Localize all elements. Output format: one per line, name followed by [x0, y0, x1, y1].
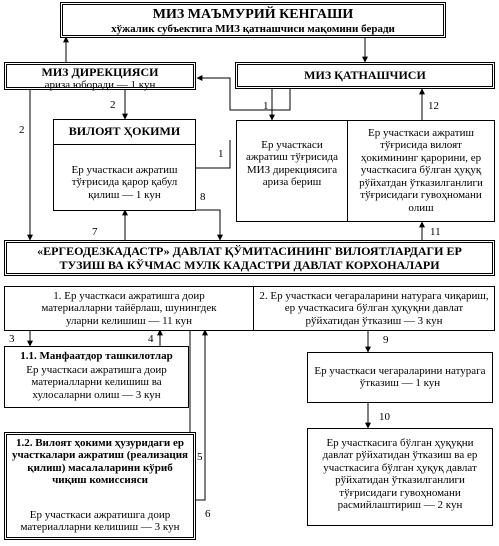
- directorate-title: МИЗ ДИРЕКЦИЯСИ: [41, 65, 159, 79]
- step1-box: [4, 286, 254, 331]
- governor-title: ВИЛОЯТ ҲОКИМИ: [68, 124, 181, 138]
- participant-application-box: [236, 120, 348, 222]
- cadastre-text: «ЕРГЕОДЕЗКАДАСТР» ДАВЛАТ ҚЎМИТАСИНИНГ ВИЛОЯТЛАРДАГИ ЕР ТУЗИШ ВА КЎЧМАС МУЛК КАДАСТРИ ДАВЛАТ КОРХОНАЛАРИ: [37, 244, 462, 272]
- step-number-1-governor: 1: [218, 148, 224, 160]
- step1-2-text: Ер участкаси ажратишга доир материалларни келишиш — 3 кун: [20, 509, 180, 534]
- council-title: МИЗ МАЪМУРИЙ КЕНГАШИ: [152, 7, 354, 22]
- participant-receive-text: Ер участкаси ажратиш тўғрисида вилоят ҳокимининг қарорини, ер участкасига бўлган ҳуқуқ рўйхатдан ўтказилганлиги тўғрисидаги гувоҳномани олиш: [359, 127, 483, 214]
- council-box: [60, 2, 446, 38]
- participant-receive-box: [347, 120, 495, 222]
- governor-text: Ер участкаси ажратиш тўғрисида қарор қабул қилиш — 1 кун: [71, 164, 178, 201]
- step-number-2-directorate-governor: 2: [110, 99, 116, 111]
- registration-box: [307, 428, 493, 526]
- step-number-6: 6: [205, 508, 211, 520]
- step-number-5: 5: [197, 451, 203, 463]
- step1-2-box: [4, 432, 196, 540]
- step-number-9: 9: [383, 334, 389, 346]
- council-subtitle: хўжалик субъектига МИЗ қатнашчиси мақомини беради: [111, 23, 395, 35]
- governor-box: [53, 119, 196, 211]
- registration-text: Ер участкасига бўлган ҳуқуқни давлат рўйхатидан ўтказиш ва ер участкасига бўлган ҳуқуқ давлат рўйхатидан ўтказилганлиги тўғрисидаги гувоҳномани расмийлаштириш — 2 кун: [322, 437, 478, 512]
- step-number-11: 11: [430, 226, 441, 238]
- step1-2-title: 1.2. Вилоят ҳокими ҳузуридаги ер участкалари ажратиш (реализация қилиш) масалаларини кўриб чиқиш комиссияси: [11, 437, 189, 487]
- step-number-12: 12: [428, 100, 439, 112]
- step1-1-box: [4, 346, 189, 408]
- participant-box: [235, 62, 495, 89]
- step2-box: [253, 286, 495, 331]
- step-number-4: 4: [148, 333, 154, 345]
- step-number-8: 8: [200, 191, 206, 203]
- boundary-box: [307, 352, 493, 403]
- step-number-2-directorate-left: 2: [19, 124, 25, 136]
- step1-1-title: 1.1. Манфаатдор ташкилотлар: [20, 350, 173, 362]
- step2-text: 2. Ер участкаси чегараларини натурага чиқариш, ер участкасига бўлган ҳуқуқни давлат рўйхатидан ўтказиш — 3 кун: [259, 290, 489, 327]
- step-number-3: 3: [9, 333, 15, 345]
- participant-title: МИЗ ҚАТНАШЧИСИ: [304, 68, 426, 82]
- step-number-10: 10: [379, 411, 390, 423]
- step1-1-text: Ер участкаси ажратишга доир материалларни келишиш ва хулосаларни олиш — 3 кун: [26, 364, 167, 401]
- step-number-7: 7: [92, 226, 98, 238]
- boundary-text: Ер участкаси чегараларини натурага ўтказиш — 1 кун: [314, 365, 486, 390]
- cadastre-box: [4, 240, 495, 276]
- directorate-box: [4, 62, 196, 90]
- directorate-subtitle: ариза юборади — 1 кун: [44, 79, 156, 91]
- participant-application-text: Ер участкаси ажратиш тўғрисида МИЗ дирекциясига ариза бериш: [246, 139, 338, 189]
- step-number-1-participant: 1: [263, 100, 269, 112]
- step1-text: 1. Ер участкаси ажратишга доир материалларни тайёрлаш, шунингдек уларни келишиш — 11 кун: [41, 290, 217, 327]
